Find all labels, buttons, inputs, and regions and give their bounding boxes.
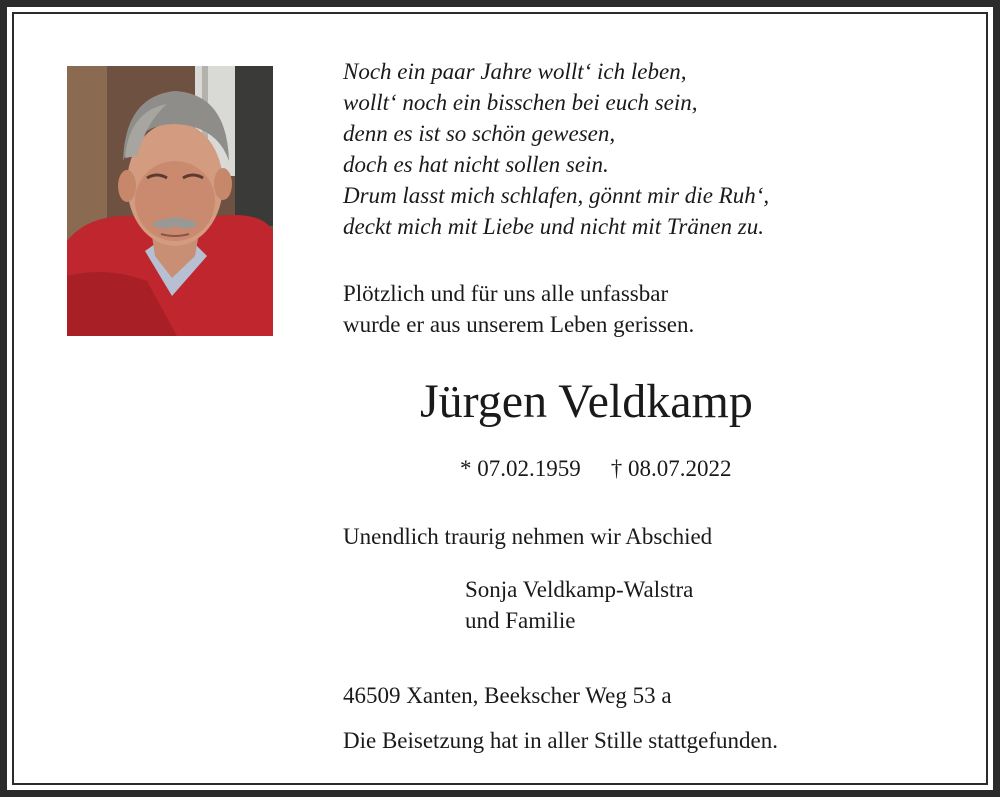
burial-notice: Die Beisetzung hat in aller Stille stattgefunden.: [343, 728, 778, 753]
signers: [465, 574, 885, 636]
signer-line: Sonja Veldkamp-Walstra: [465, 577, 694, 602]
signer-line: und Familie: [465, 608, 576, 633]
deceased-name: Jürgen Veldkamp: [420, 375, 753, 428]
poem-line: wollt‘ noch ein bisschen bei euch sein,: [343, 90, 698, 115]
intro-line: Plötzlich und für uns alle unfassbar: [343, 281, 669, 306]
poem-line: Noch ein paar Jahre wollt‘ ich leben,: [343, 59, 687, 84]
portrait-photo: [67, 66, 273, 336]
poem: [343, 56, 863, 242]
death-date: † 08.07.2022: [610, 456, 732, 481]
farewell-text: Unendlich traurig nehmen wir Abschied: [343, 524, 713, 549]
intro-line: wurde er aus unserem Leben gerissen.: [343, 312, 695, 337]
birth-date: * 07.02.1959: [460, 456, 581, 481]
address: 46509 Xanten, Beekscher Weg 53 a: [343, 683, 672, 708]
life-dates: [460, 454, 820, 484]
poem-line: Drum lasst mich schlafen, gönnt mir die Ruh‘,: [343, 183, 770, 208]
poem-line: denn es ist so schön gewesen,: [343, 121, 616, 146]
poem-line: doch es hat nicht sollen sein.: [343, 152, 609, 177]
poem-line: deckt mich mit Liebe und nicht mit Tränen zu.: [343, 214, 764, 239]
intro-text: [343, 278, 863, 340]
